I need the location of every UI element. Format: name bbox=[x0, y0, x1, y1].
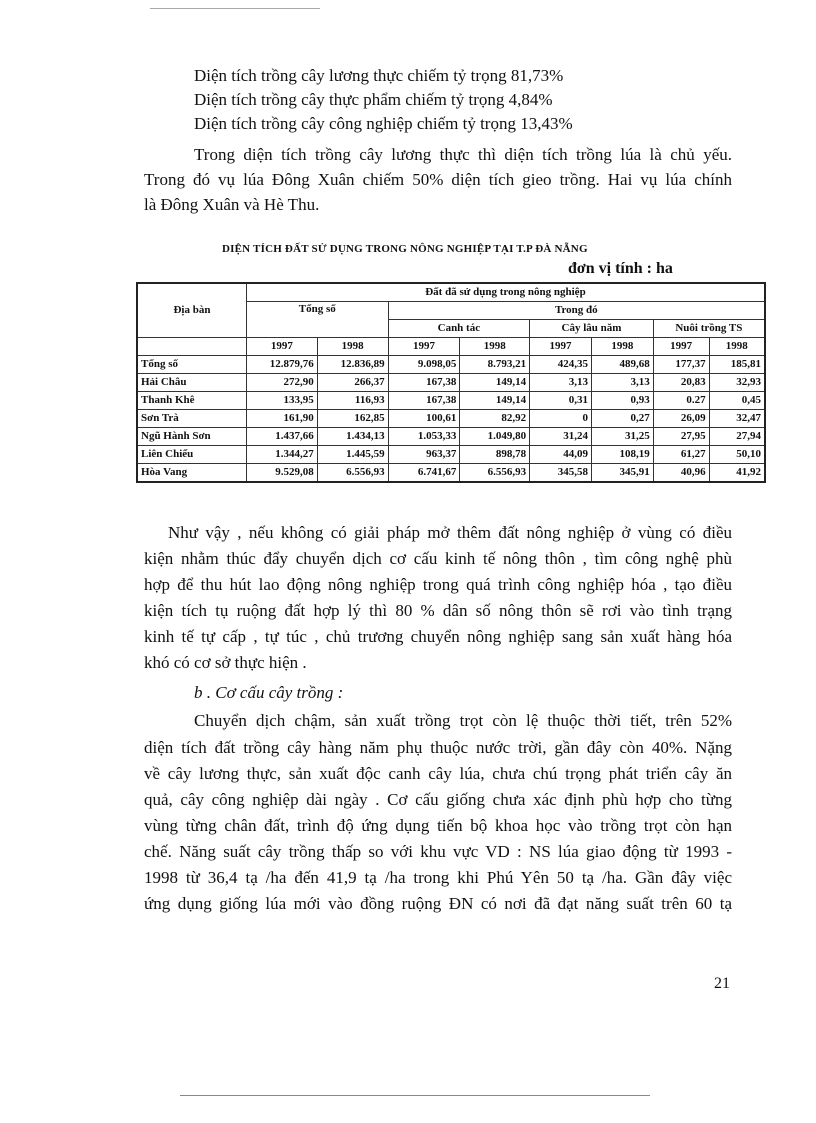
row-area-name: Ngũ Hành Sơn bbox=[137, 428, 246, 446]
row-value-cell: 185,81 bbox=[709, 356, 765, 374]
row-value-cell: 149,14 bbox=[460, 374, 530, 392]
row-value-cell: 177,37 bbox=[653, 356, 709, 374]
row-value-cell: 1.437,66 bbox=[246, 428, 317, 446]
para3-line: quả, cây công nghiệp dài ngày . Cơ cấu giống chưa xác định phù hợp cho từng bbox=[144, 790, 732, 809]
intro-line-vegetable-crops: Diện tích trồng cây thực phẩm chiếm tỷ trọng 4,84% bbox=[194, 90, 553, 109]
year-cell: 1997 bbox=[246, 338, 317, 356]
row-value-cell: 9.098,05 bbox=[388, 356, 460, 374]
para3-line: ứng dụng giống lúa mới vào đồng ruộng ĐN có nơi đã đạt năng suất trên 60 tạ bbox=[144, 894, 732, 913]
row-area-name: Hòa Vang bbox=[137, 464, 246, 483]
row-value-cell: 27,95 bbox=[653, 428, 709, 446]
row-value-cell: 266,37 bbox=[317, 374, 388, 392]
row-value-cell: 12.879,76 bbox=[246, 356, 317, 374]
para2-line: hợp để thu hút lao động nông nghiệp trong quá trình công nghiệp hóa , tạo điều bbox=[144, 575, 732, 594]
row-value-cell: 31,24 bbox=[530, 428, 592, 446]
row-value-cell: 162,85 bbox=[317, 410, 388, 428]
para3-line: chế. Năng suất cây trồng thấp so với khu vực VD : NS lúa giao động từ 1993 - bbox=[144, 842, 732, 861]
year-cell: 1998 bbox=[460, 338, 530, 356]
table-row bbox=[137, 374, 765, 392]
row-value-cell: 32,47 bbox=[709, 410, 765, 428]
scan-mark-bottom bbox=[180, 1095, 650, 1096]
row-value-cell: 26,09 bbox=[653, 410, 709, 428]
row-value-cell: 0,27 bbox=[591, 410, 653, 428]
row-value-cell: 0.27 bbox=[653, 392, 709, 410]
table-unit: đơn vị tính : ha bbox=[568, 260, 673, 277]
para2-line: khó có cơ sở thực hiện . bbox=[144, 653, 307, 672]
para3-line: diện tích đất trồng cây hàng năm phụ thuộc nước trời, gần đây còn 40%. Nặng bbox=[144, 738, 732, 757]
header-aquaculture: Nuôi trồng TS bbox=[653, 320, 765, 338]
year-cell: 1998 bbox=[317, 338, 388, 356]
row-value-cell: 3,13 bbox=[591, 374, 653, 392]
row-value-cell: 0 bbox=[530, 410, 592, 428]
row-value-cell: 8.793,21 bbox=[460, 356, 530, 374]
row-value-cell: 167,38 bbox=[388, 374, 460, 392]
row-value-cell: 12.836,89 bbox=[317, 356, 388, 374]
para2-line: kiện nhằm thúc đẩy chuyển dịch cơ cấu kinh tế nông thôn , tìm công nghệ phù bbox=[144, 549, 732, 568]
row-value-cell: 82,92 bbox=[460, 410, 530, 428]
para3-line: Chuyển dịch chậm, sản xuất trồng trọt còn lệ thuộc thời tiết, trên 52% bbox=[194, 711, 732, 730]
row-value-cell: 0,31 bbox=[530, 392, 592, 410]
header-perennial: Cây lâu năm bbox=[530, 320, 654, 338]
table-row bbox=[137, 410, 765, 428]
year-cell: 1997 bbox=[653, 338, 709, 356]
year-cell: 1998 bbox=[709, 338, 765, 356]
row-value-cell: 963,37 bbox=[388, 446, 460, 464]
row-value-cell: 31,25 bbox=[591, 428, 653, 446]
para1-line: là Đông Xuân và Hè Thu. bbox=[144, 195, 320, 214]
para1-line: Trong diện tích trồng cây lương thực thì diện tích trồng lúa là chủ yếu. bbox=[194, 145, 732, 164]
row-value-cell: 6.741,67 bbox=[388, 464, 460, 483]
scan-mark-top bbox=[150, 8, 320, 9]
table-row bbox=[137, 464, 765, 483]
header-total: Tổng số bbox=[246, 302, 388, 338]
row-value-cell: 1.344,27 bbox=[246, 446, 317, 464]
table-row bbox=[137, 446, 765, 464]
row-value-cell: 3,13 bbox=[530, 374, 592, 392]
row-area-name: Thanh Khê bbox=[137, 392, 246, 410]
para3-line: 1998 từ 36,4 tạ /ha đến 41,9 tạ /ha trong khi Phú Yên 50 tạ /ha. Gần đây việc bbox=[144, 868, 732, 887]
para2-line: kinh tế tự cấp , tự túc , chủ trương chuyển nông nghiệp sang sản xuất hàng hóa bbox=[144, 627, 732, 646]
row-value-cell: 0,93 bbox=[591, 392, 653, 410]
header-of-which: Trong đó bbox=[388, 302, 765, 320]
table-row bbox=[137, 392, 765, 410]
row-area-name: Liên Chiểu bbox=[137, 446, 246, 464]
row-value-cell: 149,14 bbox=[460, 392, 530, 410]
row-value-cell: 50,10 bbox=[709, 446, 765, 464]
year-cell: 1997 bbox=[388, 338, 460, 356]
row-value-cell: 9.529,08 bbox=[246, 464, 317, 483]
row-value-cell: 32,93 bbox=[709, 374, 765, 392]
intro-line-food-crops: Diện tích trồng cây lương thực chiếm tỷ trọng 81,73% bbox=[194, 66, 564, 85]
row-value-cell: 41,92 bbox=[709, 464, 765, 483]
row-value-cell: 345,91 bbox=[591, 464, 653, 483]
year-row bbox=[137, 338, 765, 356]
year-blank bbox=[137, 338, 246, 356]
header-area: Địa bàn bbox=[137, 283, 246, 338]
row-value-cell: 116,93 bbox=[317, 392, 388, 410]
year-cell: 1997 bbox=[530, 338, 592, 356]
row-value-cell: 44,09 bbox=[530, 446, 592, 464]
para3-line: về cây lương thực, sản xuất độc canh cây lúa, chưa chú trọng phát triển cây ăn bbox=[144, 764, 732, 783]
row-area-name: Tổng số bbox=[137, 356, 246, 374]
row-value-cell: 40,96 bbox=[653, 464, 709, 483]
row-value-cell: 20,83 bbox=[653, 374, 709, 392]
para2-line: Như vậy , nếu không có giải pháp mở thêm đất nông nghiệp ở vùng có điều bbox=[168, 523, 732, 542]
row-value-cell: 6.556,93 bbox=[317, 464, 388, 483]
row-value-cell: 424,35 bbox=[530, 356, 592, 374]
table-title: DIỆN TÍCH ĐẤT SỬ DỤNG TRONG NÔNG NGHIỆP TẠI T.P ĐÀ NẴNG bbox=[222, 243, 588, 255]
para1-line: Trong đó vụ lúa Đông Xuân chiếm 50% diện tích gieo trồng. Hai vụ lúa chính bbox=[144, 170, 732, 189]
table-row bbox=[137, 356, 765, 374]
para3-line: vùng từng chân đất, trình độ ứng dụng tiến bộ khoa học vào trồng trọt còn hạn bbox=[144, 816, 732, 835]
table-row bbox=[137, 428, 765, 446]
row-value-cell: 100,61 bbox=[388, 410, 460, 428]
row-value-cell: 1.053,33 bbox=[388, 428, 460, 446]
row-value-cell: 161,90 bbox=[246, 410, 317, 428]
intro-line-industrial-crops: Diện tích trồng cây công nghiệp chiếm tỷ trọng 13,43% bbox=[194, 114, 573, 133]
para2-line: kiện tích tụ ruộng đất hợp lý thì 80 % dân số nông thôn sẽ rơi vào tình trạng bbox=[144, 601, 732, 620]
row-value-cell: 6.556,93 bbox=[460, 464, 530, 483]
row-value-cell: 345,58 bbox=[530, 464, 592, 483]
row-value-cell: 272,90 bbox=[246, 374, 317, 392]
row-value-cell: 0,45 bbox=[709, 392, 765, 410]
row-value-cell: 1.049,80 bbox=[460, 428, 530, 446]
row-value-cell: 1.434,13 bbox=[317, 428, 388, 446]
row-area-name: Hải Châu bbox=[137, 374, 246, 392]
row-value-cell: 27,94 bbox=[709, 428, 765, 446]
header-cultivated: Canh tác bbox=[388, 320, 530, 338]
row-value-cell: 108,19 bbox=[591, 446, 653, 464]
row-value-cell: 489,68 bbox=[591, 356, 653, 374]
row-area-name: Sơn Trà bbox=[137, 410, 246, 428]
year-cell: 1998 bbox=[591, 338, 653, 356]
land-use-table bbox=[136, 282, 766, 483]
row-value-cell: 61,27 bbox=[653, 446, 709, 464]
row-value-cell: 1.445,59 bbox=[317, 446, 388, 464]
subheading-crop-structure: b . Cơ cấu cây trồng : bbox=[194, 683, 344, 702]
row-value-cell: 133,95 bbox=[246, 392, 317, 410]
row-value-cell: 898,78 bbox=[460, 446, 530, 464]
row-value-cell: 167,38 bbox=[388, 392, 460, 410]
header-used-land: Đất đã sử dụng trong nông nghiệp bbox=[246, 283, 765, 302]
page-number: 21 bbox=[714, 975, 730, 992]
